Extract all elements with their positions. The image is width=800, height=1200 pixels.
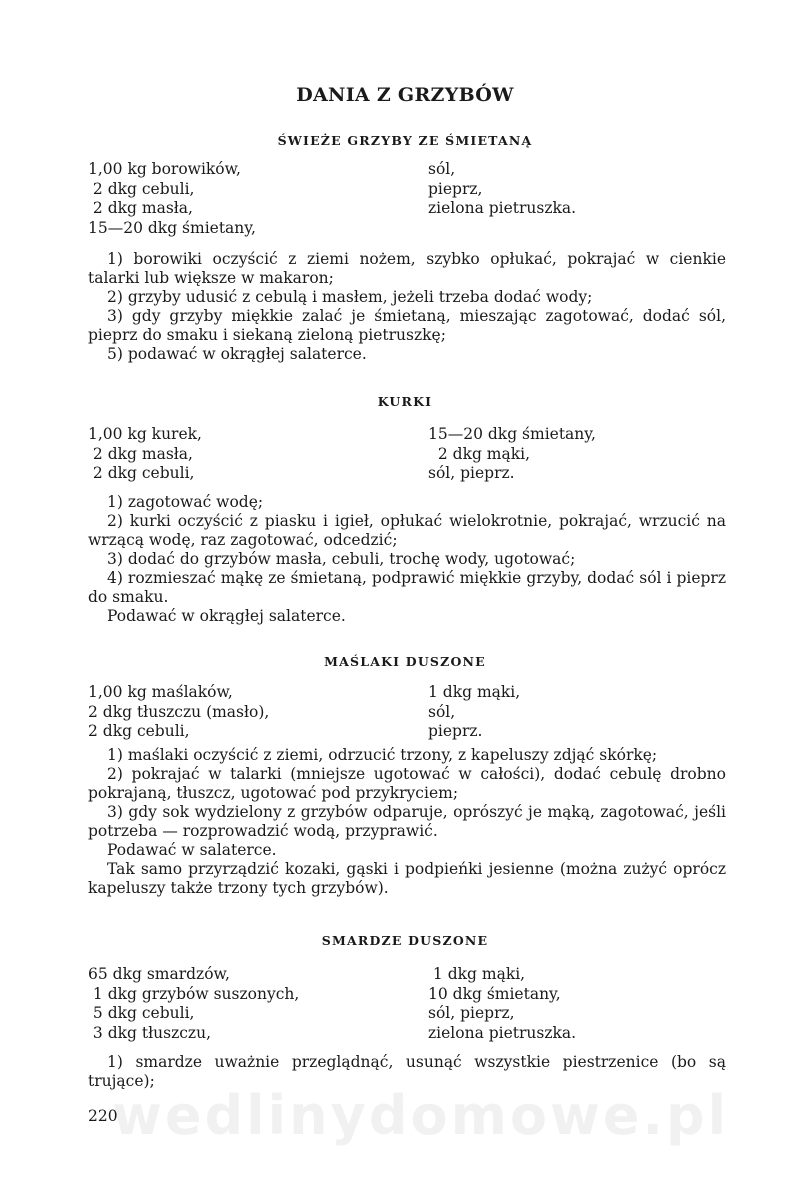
ingredient: 15—20 dkg śmietany, xyxy=(428,425,596,443)
recipe-title: ŚWIEŻE GRZYBY ZE ŚMIETANĄ xyxy=(277,133,533,148)
watermark: wedlinydomowe.pl xyxy=(112,1084,730,1147)
ingredient: 1,00 kg kurek, xyxy=(88,425,202,443)
ingredients-left xyxy=(88,965,299,1043)
ingredient: 2 dkg tłuszczu (masło), xyxy=(88,702,270,721)
step: 1) smardze uważnie przeglądnąć, usunąć wszystkie piestrzenice (bo są trujące); xyxy=(88,1053,726,1090)
recipe-steps xyxy=(88,746,726,898)
step: 2) grzyby udusić z cebulą i masłem, jeżeli trzeba dodać wody; xyxy=(107,288,593,306)
step: 1) maślaki oczyścić z ziemi, odrzucić trzony, z kapeluszy zdjąć skórkę; xyxy=(107,746,658,764)
ingredient: 1,00 kg maślaków, xyxy=(88,683,233,701)
ingredients-left xyxy=(88,425,202,484)
step: 2) kurki oczyścić z piasku i igieł, opłukać wielokrotnie, pokrajać, wrzucić na wrzącą wodę, raz zagotować, odcedzić; xyxy=(88,512,726,549)
ingredients-right xyxy=(428,965,576,1043)
step: 3) gdy sok wydzielony z grzybów odparuje, oprószyć je mąką, zagotować, jeśli potrzeba — rozprowadzić wodą, przyprawić. xyxy=(88,803,726,840)
recipe-steps xyxy=(88,493,726,626)
ingredient: 15—20 dkg śmietany, xyxy=(88,218,256,237)
ingredients-right xyxy=(428,683,520,742)
step: 2) pokrajać w talarki (mniejsze ugotować w całości), dodać cebulę drobno pokrajaną, tłuszcz, ugotować pod przykryciem; xyxy=(88,765,726,802)
ingredient: 1,00 kg borowików, xyxy=(88,160,241,178)
ingredient: sól, xyxy=(428,160,456,178)
ingredient: pieprz, xyxy=(428,179,483,198)
ingredient: 10 dkg śmietany, xyxy=(428,984,561,1003)
step: Podawać w salaterce. xyxy=(107,841,277,859)
recipe-title: KURKI xyxy=(377,394,433,409)
step: 3) dodać do grzybów masła, cebuli, trochę wody, ugotować; xyxy=(107,550,576,568)
ingredient: 1 dkg mąki, xyxy=(428,965,526,983)
step: 4) rozmieszać mąkę ze śmietaną, podprawić miękkie grzyby, dodać sól i pieprz do smaku. xyxy=(88,569,726,606)
ingredient: 2 dkg mąki, xyxy=(428,444,531,463)
step: 1) zagotować wodę; xyxy=(107,493,264,511)
ingredient: 3 dkg tłuszczu, xyxy=(88,1023,211,1042)
step: 3) gdy grzyby miękkie zalać je śmietaną, mieszając zagotować, dodać sól, pieprz do smaku i siekaną zieloną pietruszkę; xyxy=(88,307,726,344)
ingredient: 2 dkg masła, xyxy=(88,444,193,463)
ingredient: 2 dkg cebuli, xyxy=(88,179,195,198)
step: Tak samo przyrządzić kozaki, gąski i podpieńki jesienne (można zużyć oprócz kapeluszy także trzony tych grzybów). xyxy=(88,860,726,897)
recipe-title: SMARDZE DUSZONE xyxy=(321,933,489,948)
ingredient: 1 dkg mąki, xyxy=(428,683,521,701)
ingredient: pieprz. xyxy=(428,722,483,740)
ingredient: sól, pieprz. xyxy=(428,464,515,482)
ingredient: 1 dkg grzybów suszonych, xyxy=(88,984,300,1003)
step: Podawać w okrągłej salaterce. xyxy=(107,607,346,625)
step: 5) podawać w okrągłej salaterce. xyxy=(107,345,367,363)
ingredients-right xyxy=(428,425,596,484)
ingredient: zielona pietruszka. xyxy=(428,1023,577,1042)
recipe-steps xyxy=(88,250,726,364)
ingredients-left xyxy=(88,160,256,238)
ingredient: 2 dkg cebuli, xyxy=(88,722,190,740)
ingredient: zielona pietruszka. xyxy=(428,199,577,217)
recipe-title: MAŚLAKI DUSZONE xyxy=(324,654,486,669)
ingredients-left xyxy=(88,683,269,742)
ingredient: 2 dkg cebuli, xyxy=(88,464,195,482)
ingredient: sól, pieprz, xyxy=(428,1004,515,1022)
ingredient: 2 dkg masła, xyxy=(88,199,193,217)
ingredient: sól, xyxy=(428,702,456,721)
page-number: 220 xyxy=(88,1107,118,1125)
ingredient: 5 dkg cebuli, xyxy=(88,1004,195,1022)
step: 1) borowiki oczyścić z ziemi nożem, szybko opłukać, pokrajać w cienkie talarki lub większe w makaron; xyxy=(88,250,726,287)
chapter-title: DANIA Z GRZYBÓW xyxy=(296,84,514,106)
ingredient: 65 dkg smardzów, xyxy=(88,965,230,983)
ingredients-right xyxy=(428,160,576,219)
